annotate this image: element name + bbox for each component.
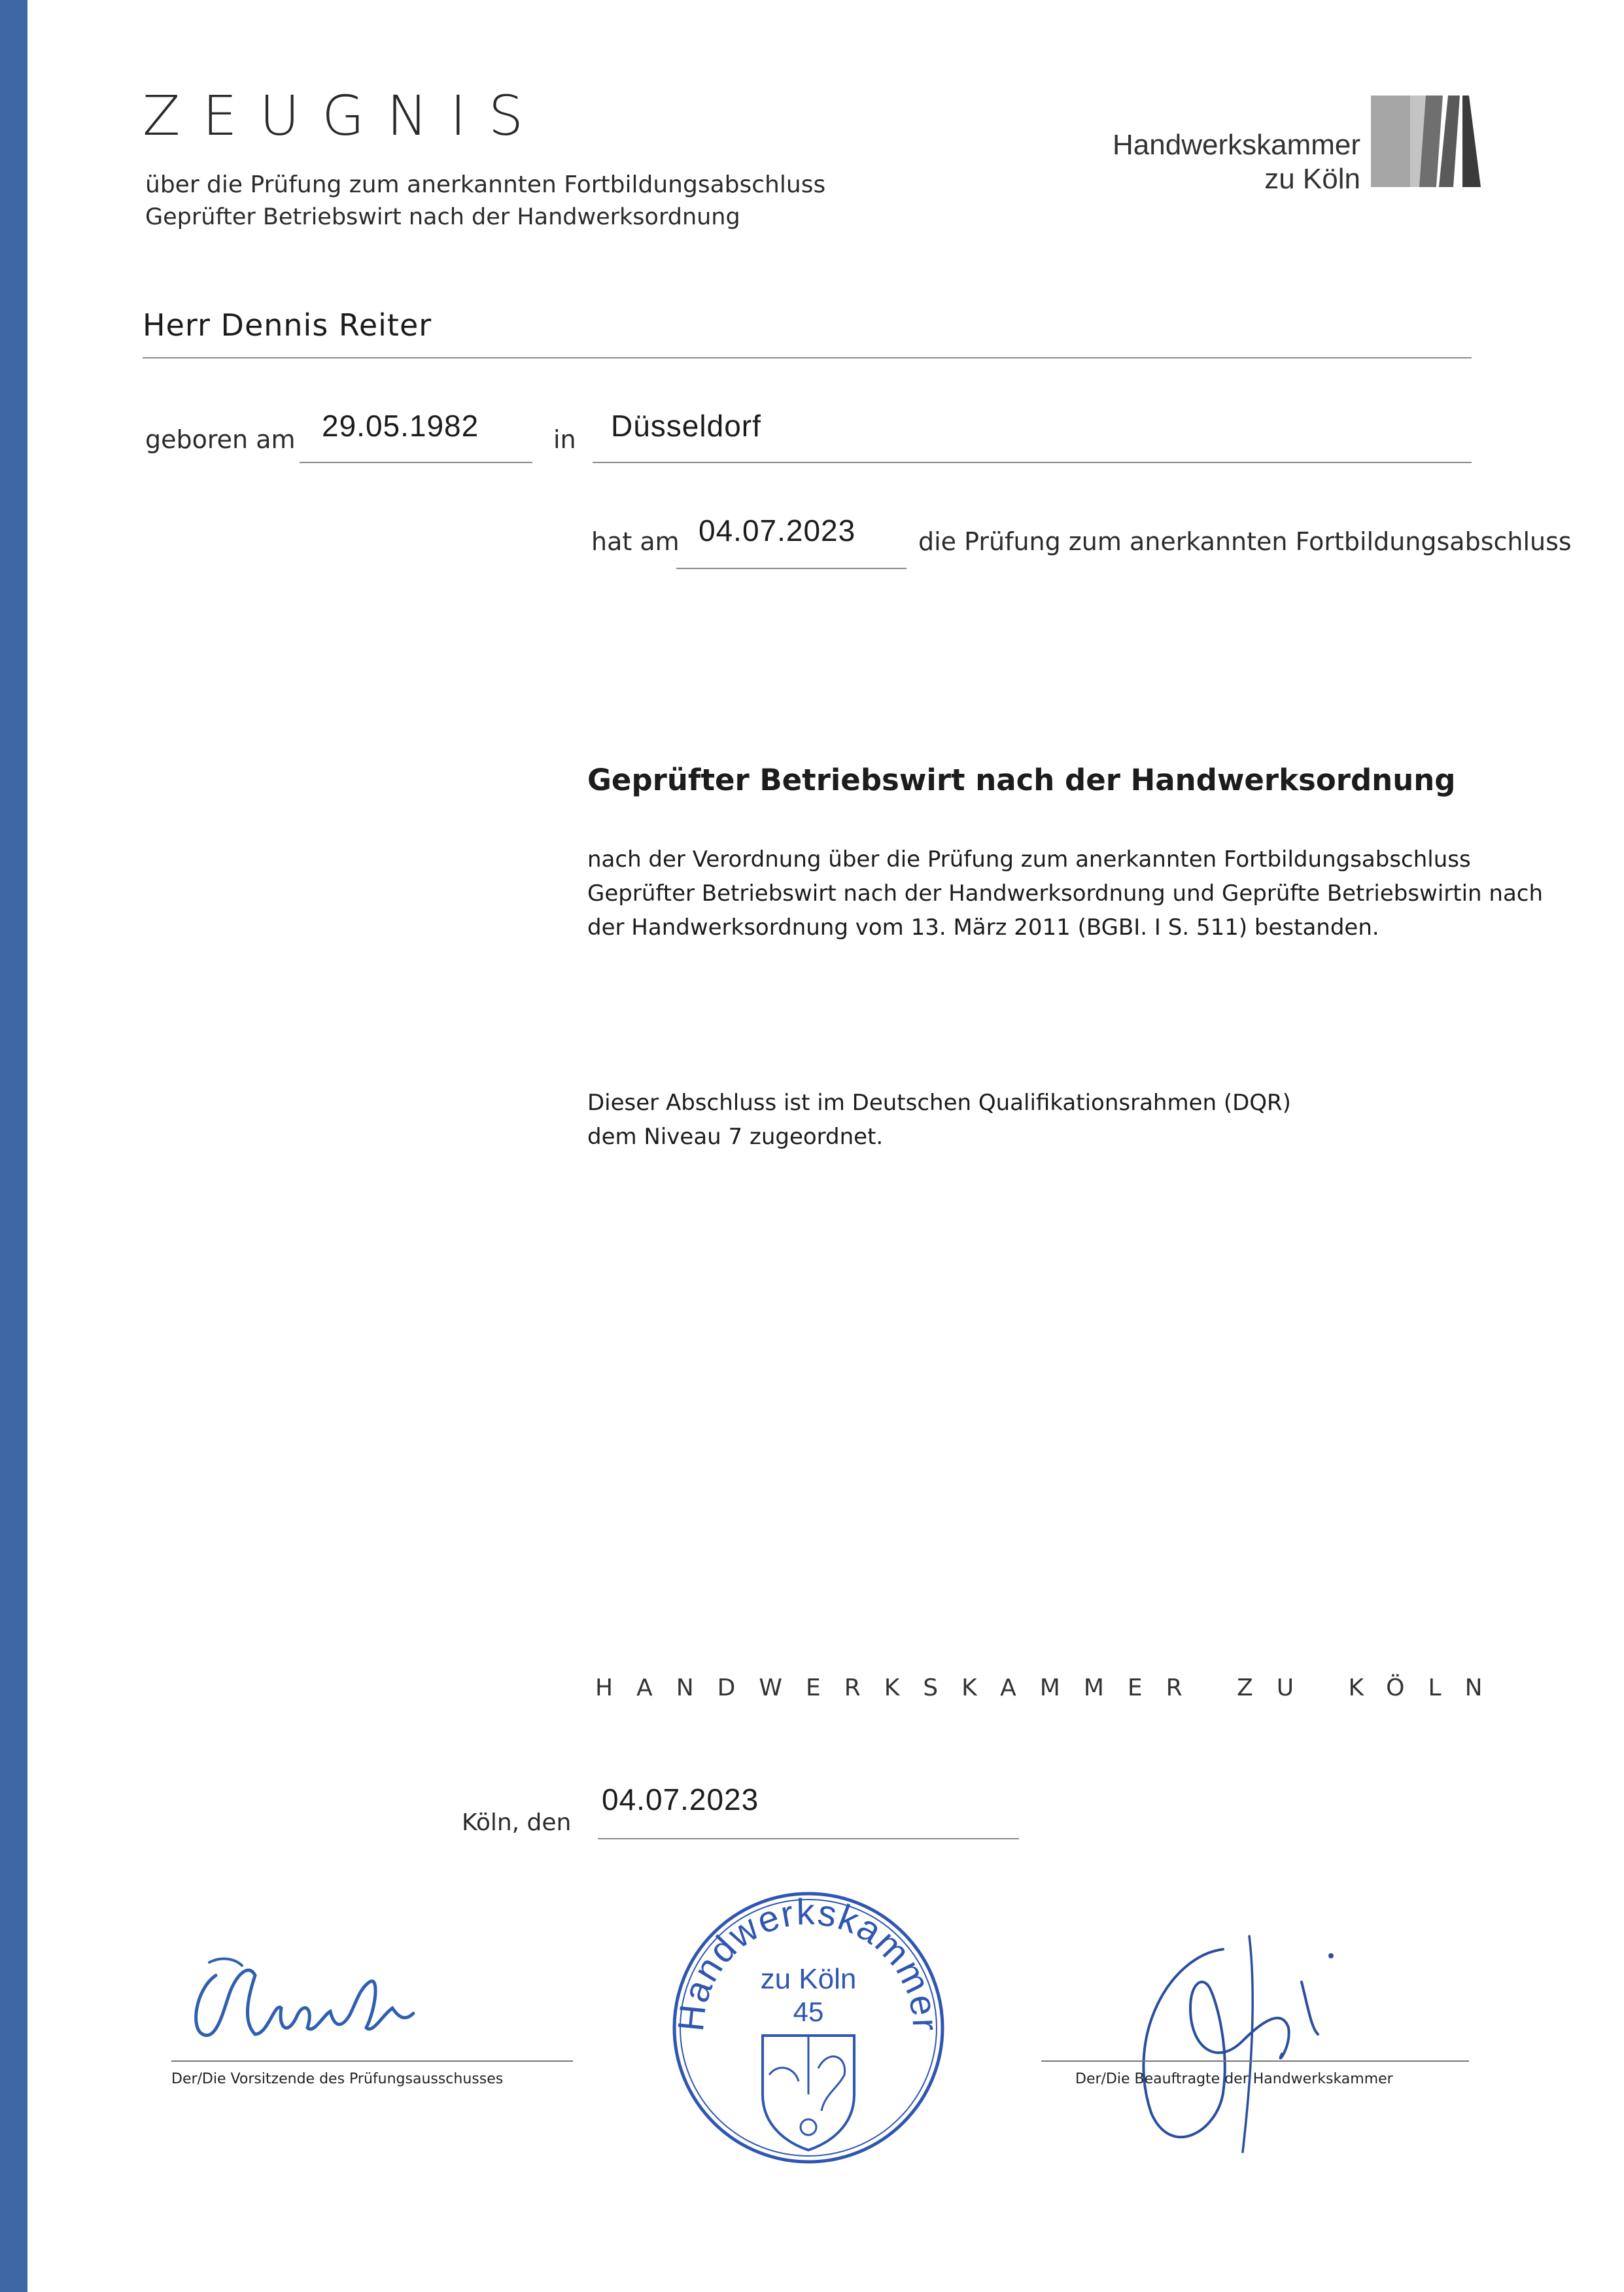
issue-date-underline (598, 1838, 1019, 1839)
recipient-name: Herr Dennis Reiter (143, 307, 432, 343)
exam-text: die Prüfung zum anerkannten Fortbildungsabschluss (918, 527, 1572, 556)
organization-name: HANDWERKSKAMMER ZU KÖLN (595, 1675, 1506, 1701)
seal-inner-line-2: 45 (793, 1996, 824, 2027)
birth-place-underline (593, 462, 1472, 463)
degree-heading: Geprüfter Betriebswirt nach der Handwerksordnung (587, 763, 1456, 797)
born-label: geboren am (145, 425, 296, 454)
commissioner-signature (1112, 1897, 1387, 2172)
in-label: in (553, 425, 576, 454)
dqr-line-2: dem Niveau 7 zugeordnet. (587, 1124, 884, 1150)
official-seal-icon (665, 1879, 952, 2173)
subtitle-line-2: Geprüfter Betriebswirt nach der Handwerksordnung (145, 204, 740, 230)
left-signature-caption: Der/Die Vorsitzende des Prüfungsausschusses (171, 2071, 504, 2087)
issue-date: 04.07.2023 (602, 1782, 759, 1816)
right-signature-line (1041, 2060, 1469, 2062)
left-signature-line (171, 2060, 573, 2062)
exam-label: hat am (591, 527, 680, 556)
issuer-logo-text (1073, 128, 1360, 196)
document-title: ZEUGNIS (143, 84, 546, 148)
chairman-signature (183, 1936, 471, 2067)
hwk-logo-icon (1371, 95, 1481, 187)
subtitle-line-1: über die Prüfung zum anerkannten Fortbildungsabschluss (145, 171, 826, 198)
regulation-line-2: Geprüfter Betriebswirt nach der Handwerksordnung und Geprüfte Betriebswirtin nach (587, 880, 1544, 907)
regulation-line-1: nach der Verordnung über die Prüfung zum anerkannten Fortbildungsabschluss (587, 846, 1471, 873)
birth-date-underline (300, 462, 532, 463)
birth-place: Düsseldorf (611, 409, 761, 443)
dqr-line-1: Dieser Abschluss ist im Deutschen Qualifikationsrahmen (DQR) (587, 1090, 1291, 1116)
issuer-logo-line-1: Handwerkskammer (1113, 129, 1360, 161)
left-color-stripe (0, 0, 27, 2292)
regulation-paragraph (587, 842, 1568, 945)
place-label: Köln, den (462, 1809, 572, 1836)
exam-date-underline (676, 568, 907, 569)
birth-date: 29.05.1982 (322, 409, 479, 443)
issuer-logo-line-2: zu Köln (1264, 163, 1360, 195)
regulation-line-3: der Handwerksordnung vom 13. März 2011 (BGBI. I S. 511) bestanden. (587, 914, 1379, 941)
exam-date: 04.07.2023 (699, 513, 856, 547)
seal-ring-text: Handwerkskammer (669, 1890, 947, 2034)
dqr-paragraph (587, 1086, 1503, 1154)
name-underline (143, 357, 1472, 358)
right-signature-caption: Der/Die Beauftragte der Handwerkskammer (1075, 2071, 1393, 2087)
seal-inner-line-1: zu Köln (760, 1963, 857, 1995)
